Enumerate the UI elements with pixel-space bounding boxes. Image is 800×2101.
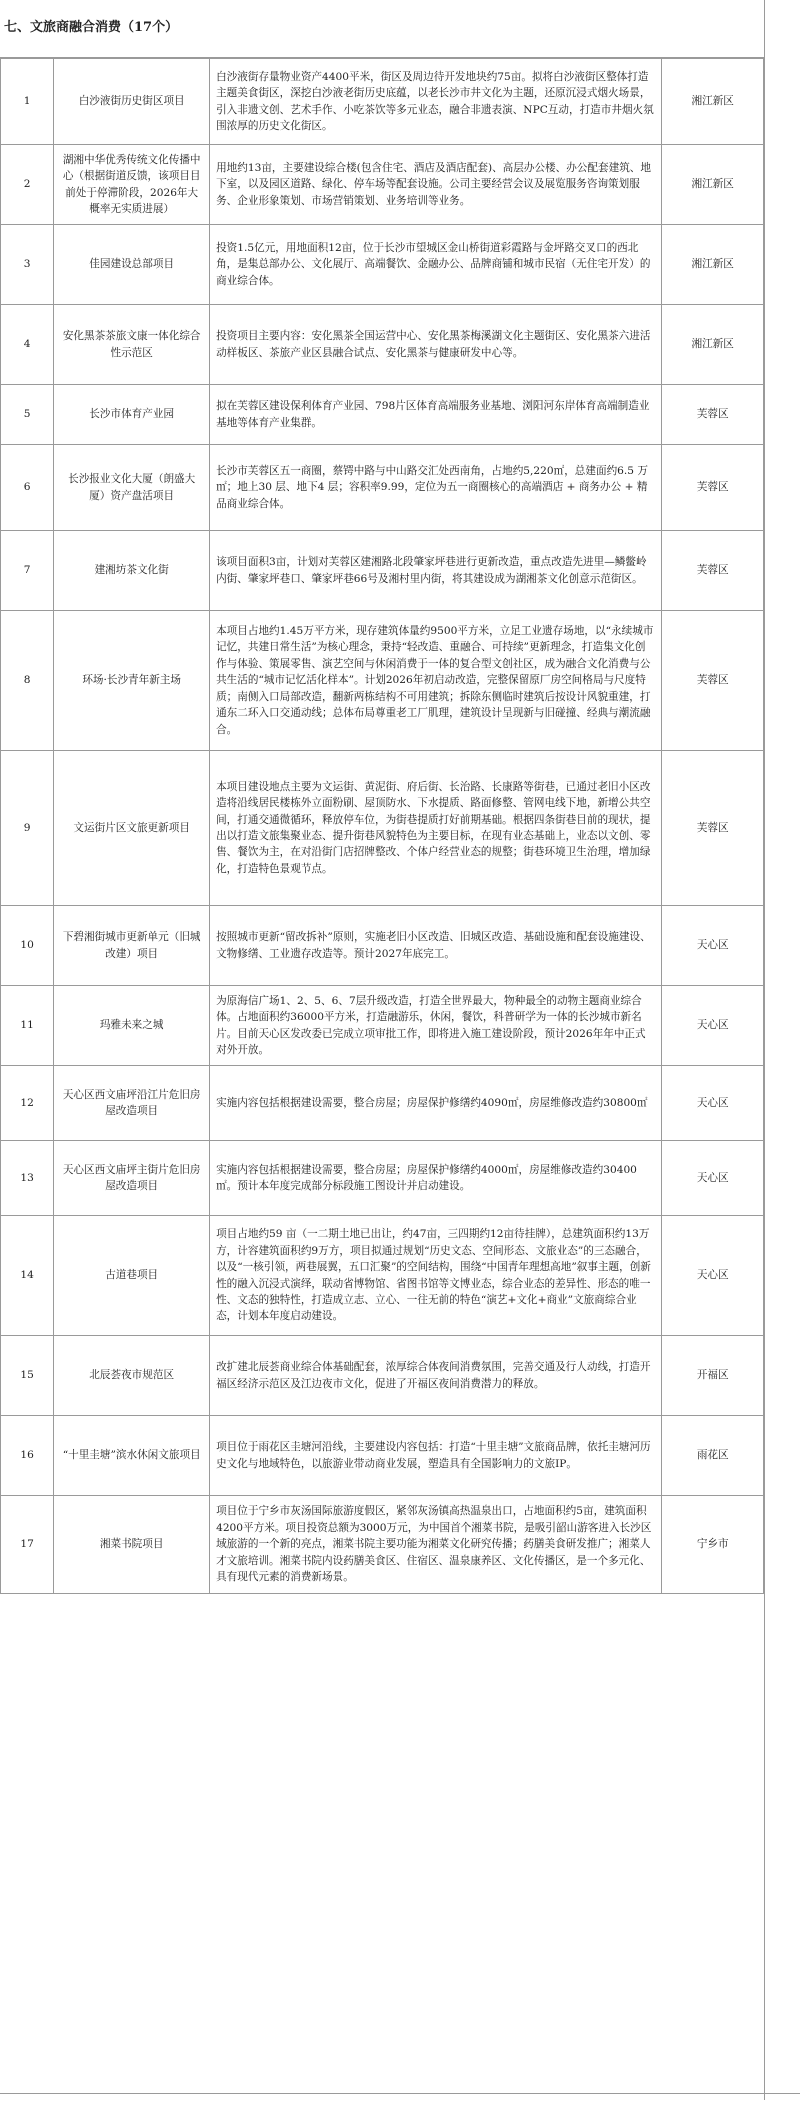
row-index: 1 bbox=[1, 59, 54, 145]
right-border-line bbox=[764, 0, 765, 2100]
project-description: 投资项目主要内容：安化黑茶全国运营中心、安化黑茶梅溪湖文化主题街区、安化黑茶六进活动样板区、茶旅产业区县融合试点、安化黑茶与健康研发中心等。 bbox=[210, 305, 662, 385]
project-district: 天心区 bbox=[662, 1066, 764, 1141]
project-description: 本项目建设地点主要为文运街、黄泥街、府后街、长治路、长康路等街巷，已通过老旧小区改造将沿线居民楼栋外立面粉刷、屋顶防水、下水提质、路面修整、管网电线下地，新增公共空间，打通交通微循环，释放停车位，为街巷提质打好前期基础。根据四条街巷目前的现状，提出以打造文旅集聚业态、提升街巷风貌特色为主要目标，在现有业态基础上，业态以文创、零售、餐饮为主，在对沿街门店招牌整改、个体户经营业态的规整；街巷环境卫生治理，增加绿化，打造特色景观节点。 bbox=[210, 751, 662, 906]
table-row bbox=[1, 751, 764, 906]
section-header bbox=[0, 0, 764, 58]
project-description: 项目占地约59 亩（一二期土地已出让，约47亩，三四期约12亩待挂牌），总建筑面积约13万方，计容建筑面积约9万方，项目拟通过规划“历史文态、空间形态、文旅业态”的三态融合，以及“一核引领，两巷展翼，五口汇聚”的空间结构，围绕“中国青年理想高地”叙事主题，创新性的融入沉浸式演绎，联动省博物馆、省图书馆等文博业态，综合业态的差异性、形态的唯一性、文态的独特性，打造成立志、立心、一往无前的特色“演艺+文化+商业”文旅商综合业态，计划本年度启动建设。 bbox=[210, 1216, 662, 1336]
project-name: 建湘坊茶文化街 bbox=[54, 531, 210, 611]
project-district: 宁乡市 bbox=[662, 1496, 764, 1594]
project-district: 开福区 bbox=[662, 1336, 764, 1416]
table-row bbox=[1, 225, 764, 305]
project-district: 雨花区 bbox=[662, 1416, 764, 1496]
project-district: 芙蓉区 bbox=[662, 445, 764, 531]
row-index: 2 bbox=[1, 145, 54, 225]
row-index: 7 bbox=[1, 531, 54, 611]
table-row bbox=[1, 445, 764, 531]
table-row bbox=[1, 986, 764, 1066]
section-title: 七、文旅商融合消费（17个） bbox=[4, 20, 179, 35]
project-name: 环场·长沙青年新主场 bbox=[54, 611, 210, 751]
table-row bbox=[1, 1496, 764, 1594]
project-name: “十里圭塘”滨水休闲文旅项目 bbox=[54, 1416, 210, 1496]
project-name: 白沙液街历史街区项目 bbox=[54, 59, 210, 145]
project-description: 本项目占地约1.45万平方米，现存建筑体量约9500平方米，立足工业遗存场地，以“永续城市记忆，共建日常生活”为核心理念，秉持“轻改造、重融合、可持续”更新理念，打造集文化创作与体验、策展零售、演艺空间与休闲消费于一体的复合型文创社区，成为融合文化消费与公共生活的“城市记忆活化样本”。计划2026年初启动改造，完整保留原厂房空间格局与尺度特质；南侧入口局部改造，翻新两栋结构不可用建筑；拆除东侧临时建筑后按设计风貌重建，打通东二环入口交通动线；总体布局尊重老工厂肌理，建筑设计呈现新与旧碰撞、经典与潮流融合。 bbox=[210, 611, 662, 751]
project-district: 芙蓉区 bbox=[662, 385, 764, 445]
project-name: 古道巷项目 bbox=[54, 1216, 210, 1336]
row-index: 10 bbox=[1, 906, 54, 986]
project-district: 湘江新区 bbox=[662, 145, 764, 225]
table-row bbox=[1, 59, 764, 145]
project-district: 湘江新区 bbox=[662, 59, 764, 145]
project-name: 文运街片区文旅更新项目 bbox=[54, 751, 210, 906]
row-index: 3 bbox=[1, 225, 54, 305]
project-description: 用地约13亩，主要建设综合楼(包含住宅、酒店及酒店配套)、高层办公楼、办公配套建筑、地下室，以及园区道路、绿化、停车场等配套设施。公司主要经营会议及展览服务咨询策划服务、企业形象策划、市场营销策划、业务培训等业务。 bbox=[210, 145, 662, 225]
row-index: 11 bbox=[1, 986, 54, 1066]
row-index: 17 bbox=[1, 1496, 54, 1594]
table-row bbox=[1, 1416, 764, 1496]
project-name: 长沙市体育产业园 bbox=[54, 385, 210, 445]
project-name: 湘菜书院项目 bbox=[54, 1496, 210, 1594]
project-district: 湘江新区 bbox=[662, 225, 764, 305]
project-description: 拟在芙蓉区建设保利体育产业园、798片区体育高端服务业基地、浏阳河东岸体育高端制造业基地等体育产业集群。 bbox=[210, 385, 662, 445]
row-index: 6 bbox=[1, 445, 54, 531]
row-index: 15 bbox=[1, 1336, 54, 1416]
row-index: 13 bbox=[1, 1141, 54, 1216]
project-name: 安化黑茶茶旅文康一体化综合性示范区 bbox=[54, 305, 210, 385]
project-description: 项目位于雨花区圭塘河沿线，主要建设内容包括：打造“十里圭塘”文旅商品牌，依托圭塘河历史文化与地域特色，以旅游业带动商业发展，塑造具有全国影响力的文旅IP。 bbox=[210, 1416, 662, 1496]
table-row bbox=[1, 1216, 764, 1336]
project-description: 投资1.5亿元，用地面积12亩，位于长沙市望城区金山桥街道彩霞路与金坪路交叉口的西北角，是集总部办公、文化展厅、高端餐饮、金融办公、品牌商铺和城市民宿（无住宅开发）的商业综合体。 bbox=[210, 225, 662, 305]
project-description: 白沙液街存量物业资产4400平米，街区及周边待开发地块约75亩。拟将白沙液街区整体打造主题美食街区，深挖白沙液老街历史底蕴，以老长沙市井文化为主题，还原沉浸式烟火场景，引入非遗文创、艺术手作、小吃茶饮等多元业态，融合非遗表演、NPC互动，打造市井烟火氛围浓厚的历史文化街区。 bbox=[210, 59, 662, 145]
project-name: 湖湘中华优秀传统文化传播中心（根据街道反馈，该项目目前处于停滞阶段，2026年大概率无实质进展） bbox=[54, 145, 210, 225]
row-index: 9 bbox=[1, 751, 54, 906]
table-row bbox=[1, 1336, 764, 1416]
table-row bbox=[1, 1066, 764, 1141]
table-row bbox=[1, 531, 764, 611]
project-name: 长沙报业文化大厦（朗盛大厦）资产盘活项目 bbox=[54, 445, 210, 531]
project-description: 改扩建北辰荟商业综合体基础配套，浓厚综合体夜间消费氛围，完善交通及行人动线，打造开福区经济示范区及江边夜市文化，促进了开福区夜间消费潜力的释放。 bbox=[210, 1336, 662, 1416]
project-description: 为原海信广场1、2、5、6、7层升级改造，打造全世界最大，物种最全的动物主题商业综合体。占地面积约36000平方米，打造融游乐，休闲，餐饮，科普研学为一体的长沙城市新名片。目前天心区发改委已完成立项审批工作，即将进入施工建设阶段，预计2026年年中正式对外开放。 bbox=[210, 986, 662, 1066]
project-name: 玛雅未来之城 bbox=[54, 986, 210, 1066]
table-row bbox=[1, 305, 764, 385]
project-district: 芙蓉区 bbox=[662, 531, 764, 611]
project-name: 下碧湘街城市更新单元（旧城改建）项目 bbox=[54, 906, 210, 986]
project-description: 项目位于宁乡市灰汤国际旅游度假区，紧邻灰汤镇高热温泉出口，占地面积约5亩，建筑面积4200平方米。项目投资总额为3000万元，为中国首个湘菜书院，是吸引韶山游客进入长沙区域旅游的一个新的亮点，湘菜书院主要功能为湘菜文化研究传播；药膳美食研发推广；湘菜人才文旅培训。湘菜书院内设药膳美食区、住宿区、温泉康养区、文化传播区，是一个多元化、具有现代元素的消费新场景。 bbox=[210, 1496, 662, 1594]
project-name: 北辰荟夜市规范区 bbox=[54, 1336, 210, 1416]
project-description: 实施内容包括根据建设需要，整合房屋；房屋保护修缮约4000㎡，房屋维修改造约30400㎡。预计本年度完成部分标段施工图设计并启动建设。 bbox=[210, 1141, 662, 1216]
row-index: 5 bbox=[1, 385, 54, 445]
table-row bbox=[1, 906, 764, 986]
row-index: 4 bbox=[1, 305, 54, 385]
project-description: 实施内容包括根据建设需要，整合房屋；房屋保护修缮约4090㎡，房屋维修改造约30800㎡ bbox=[210, 1066, 662, 1141]
project-district: 天心区 bbox=[662, 986, 764, 1066]
project-district: 天心区 bbox=[662, 906, 764, 986]
project-district: 湘江新区 bbox=[662, 305, 764, 385]
row-index: 8 bbox=[1, 611, 54, 751]
project-description: 该项目面积3亩，计划对芙蓉区建湘路北段肇家坪巷进行更新改造，重点改造先进里—鳞鳖岭内街、肇家坪巷口、肇家坪巷66号及湘村里内街，将其建设成为湖湘茶文化创意示范街区。 bbox=[210, 531, 662, 611]
project-table bbox=[0, 58, 764, 1594]
row-index: 14 bbox=[1, 1216, 54, 1336]
table-row bbox=[1, 1141, 764, 1216]
row-index: 16 bbox=[1, 1416, 54, 1496]
project-name: 天心区西文庙坪沿江片危旧房屋改造项目 bbox=[54, 1066, 210, 1141]
project-description: 按照城市更新“留改拆补”原则，实施老旧小区改造、旧城区改造、基础设施和配套设施建设、文物修缮、工业遗存改造等。预计2027年底完工。 bbox=[210, 906, 662, 986]
project-table-body bbox=[1, 59, 764, 1594]
project-name: 天心区西文庙坪主街片危旧房屋改造项目 bbox=[54, 1141, 210, 1216]
table-row bbox=[1, 385, 764, 445]
project-district: 天心区 bbox=[662, 1216, 764, 1336]
row-index: 12 bbox=[1, 1066, 54, 1141]
project-district: 芙蓉区 bbox=[662, 611, 764, 751]
project-district: 芙蓉区 bbox=[662, 751, 764, 906]
table-row bbox=[1, 611, 764, 751]
table-row bbox=[1, 145, 764, 225]
project-description: 长沙市芙蓉区五一商圈，蔡锷中路与中山路交汇处西南角，占地约5,220㎡，总建面约6.5 万㎡；地上30 层、地下4 层；容积率9.99，定位为五一商圈核心的高端酒店 + 商务办公 + 精品商业综合体。 bbox=[210, 445, 662, 531]
project-name: 佳园建设总部项目 bbox=[54, 225, 210, 305]
project-district: 天心区 bbox=[662, 1141, 764, 1216]
